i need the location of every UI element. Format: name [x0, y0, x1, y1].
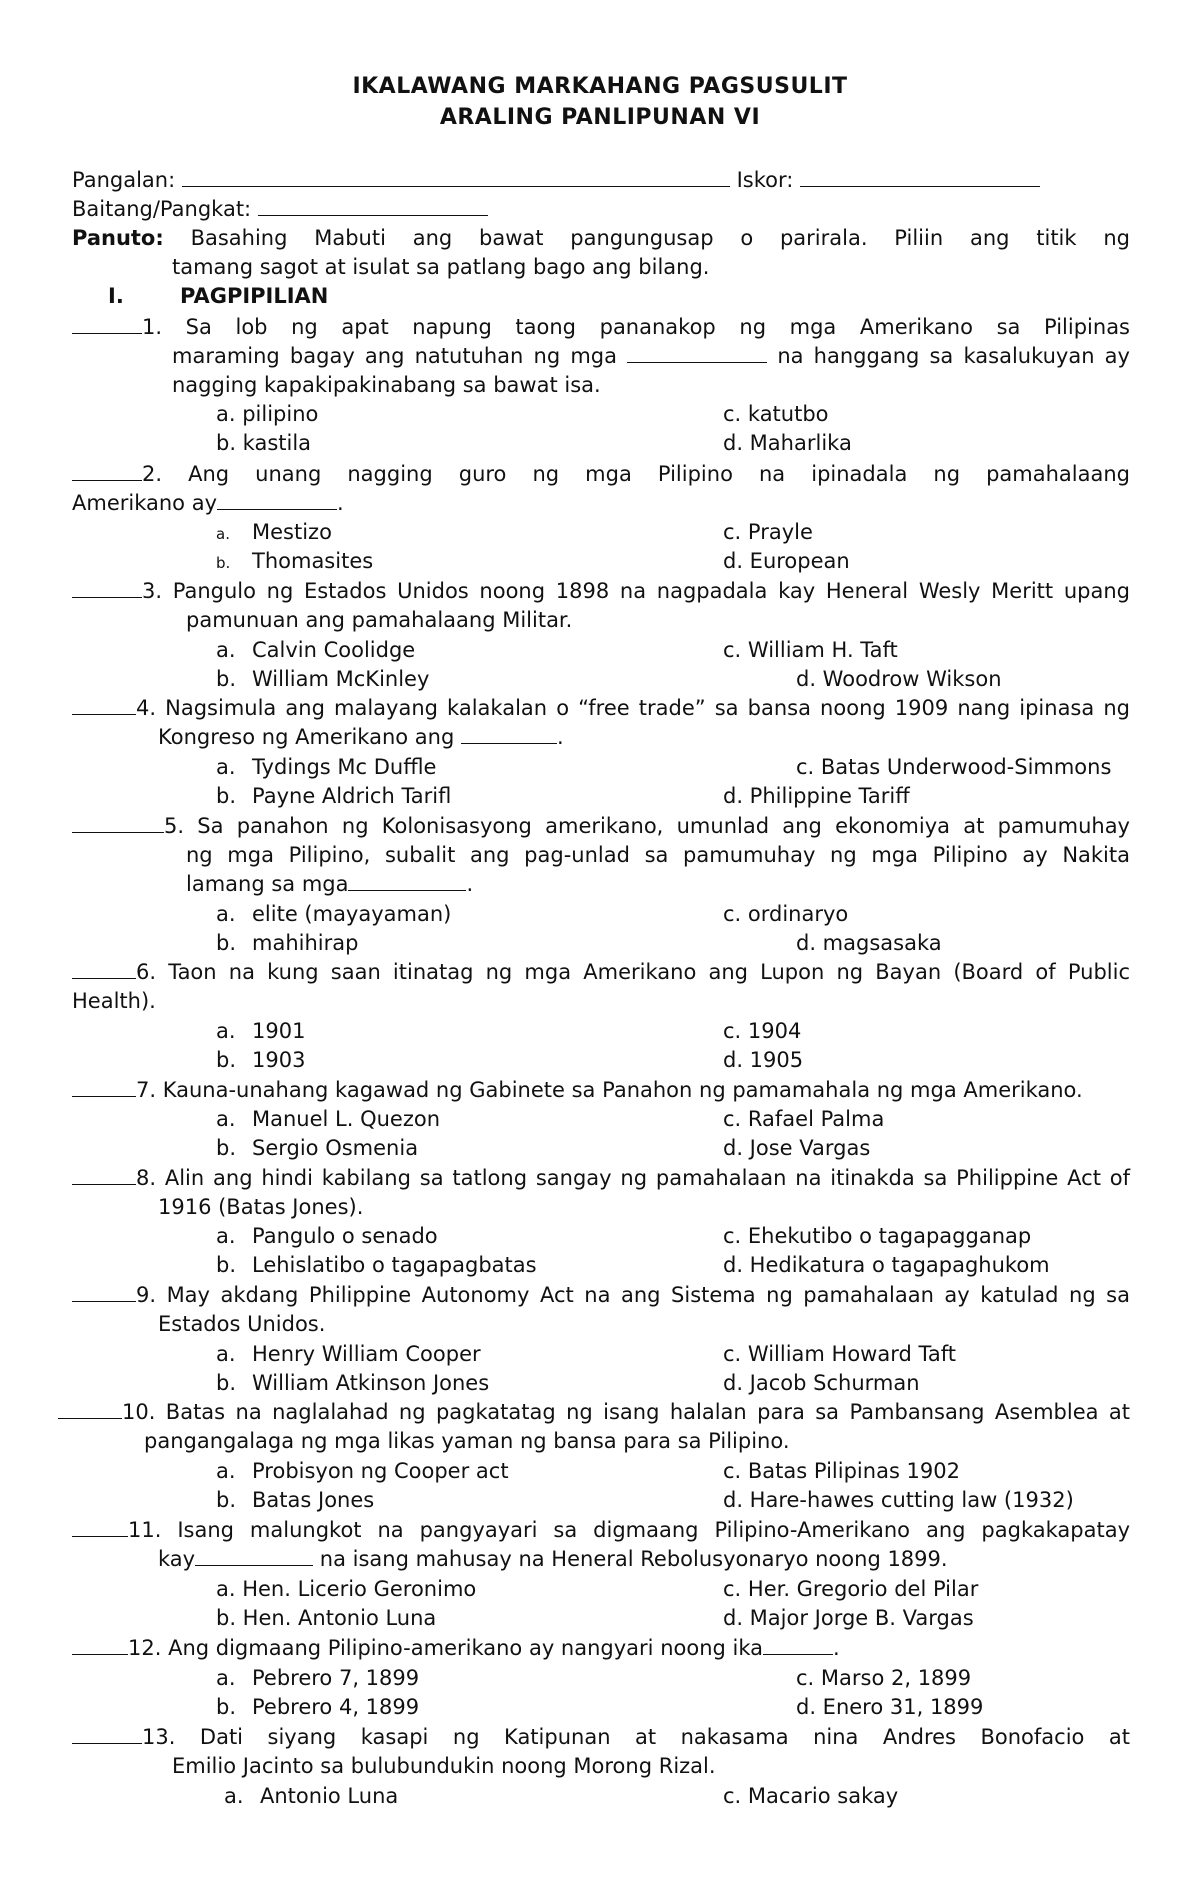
- option-d: d. Jose Vargas: [723, 1136, 871, 1160]
- question-1: 1. Sa lob ng apat napung taong pananakop ng mga Amerikano sa Pilipinas: [72, 313, 1130, 342]
- question-10: 10. Batas na naglalahad ng pagkatatag ng isang halalan para sa Pambansang Asemblea at: [58, 1398, 1130, 1427]
- option-a: a. Tydings Mc Duffle: [216, 755, 437, 779]
- option-c: c. Ehekutibo o tagapagganap: [723, 1224, 1032, 1248]
- option-b: b. Hen. Antonio Luna: [216, 1606, 437, 1630]
- fill-blank[interactable]: [195, 1545, 313, 1566]
- fill-blank[interactable]: [461, 723, 557, 744]
- option-c: c. Marso 2, 1899: [796, 1666, 972, 1690]
- question-4: 4. Nagsimula ang malayang kalakalan o “free trade” sa bansa noong 1909 nang ipinasa ng: [72, 694, 1130, 723]
- option-b: b. Thomasites: [216, 549, 374, 573]
- option-c: c. 1904: [723, 1019, 802, 1043]
- option-b: b. William Atkinson Jones: [216, 1371, 490, 1395]
- option-b: b. Lehislatibo o tagapagbatas: [216, 1253, 537, 1277]
- option-c: c. William H. Taft: [723, 638, 898, 662]
- option-a: a. Pangulo o senado: [216, 1224, 438, 1248]
- option-b: b. 1903: [216, 1048, 306, 1072]
- option-a: a. Mestizo: [216, 520, 332, 544]
- question-5: 5. Sa panahon ng Kolonisasyong amerikano, umunlad ang ekonomiya at pamumuhay: [72, 812, 1130, 841]
- question-8: 8. Alin ang hindi kabilang sa tatlong sangay ng pamahalaan na itinakda sa Philippine Act of: [72, 1164, 1130, 1193]
- option-c: c. Macario sakay: [723, 1784, 899, 1808]
- answer-blank[interactable]: [72, 1076, 136, 1097]
- option-a: a. Manuel L. Quezon: [216, 1107, 441, 1131]
- question-13-line2: Emilio Jacinto sa bulubundukin noong Morong Rizal.: [172, 1754, 716, 1778]
- question-4-line2: Kongreso ng Amerikano ang .: [158, 725, 564, 749]
- option-a: a. Antonio Luna: [224, 1784, 399, 1808]
- option-d: d. Major Jorge B. Vargas: [723, 1606, 974, 1630]
- question-1-line2: maraming bagay ang natutuhan ng mga na hanggang sa kasalukuyan ay: [172, 344, 1130, 368]
- instructions-line2: tamang sagot at isulat sa patlang bago ang bilang.: [172, 255, 710, 279]
- name-label: Pangalan:: [72, 168, 176, 192]
- option-c: c. ordinaryo: [723, 902, 849, 926]
- answer-blank[interactable]: [72, 313, 142, 334]
- score-blank[interactable]: [800, 166, 1040, 187]
- option-a: a. 1901: [216, 1019, 306, 1043]
- option-c: c. William Howard Taft: [723, 1342, 956, 1366]
- fill-blank[interactable]: [348, 870, 466, 891]
- question-6: 6. Taon na kung saan itinatag ng mga Amerikano ang Lupon ng Bayan (Board of Public: [72, 958, 1130, 987]
- question-3-line2: pamunuan ang pamahalaang Militar.: [186, 608, 573, 632]
- question-9-line2: Estados Unidos.: [158, 1312, 326, 1336]
- section-numeral: I.: [108, 284, 124, 308]
- answer-blank[interactable]: [72, 577, 142, 598]
- option-b: b. mahihirap: [216, 931, 359, 955]
- fill-blank[interactable]: [217, 489, 337, 510]
- option-b: b. Batas Jones: [216, 1488, 375, 1512]
- question-2-line2: Amerikano ay .: [72, 491, 344, 515]
- option-d: d. Maharlika: [723, 431, 852, 455]
- option-c: c. katutbo: [723, 402, 829, 426]
- option-b: b. Sergio Osmenia: [216, 1136, 419, 1160]
- option-d: d. Hedikatura o tagapaghukom: [723, 1253, 1050, 1277]
- question-11: 11. Isang malungkot na pangyayari sa digmaang Pilipino-Amerikano ang pagkakapatay: [72, 1516, 1130, 1545]
- option-d: d. 1905: [723, 1048, 804, 1072]
- option-b: b. William McKinley: [216, 667, 430, 691]
- section-title: PAGPIPILIAN: [180, 284, 329, 308]
- grade-label: Baitang/Pangkat:: [72, 197, 252, 221]
- option-a: a. elite (mayayaman): [216, 902, 452, 926]
- option-b: b. kastila: [216, 431, 312, 455]
- option-c: c. Prayle: [723, 520, 813, 544]
- answer-blank[interactable]: [72, 1634, 128, 1655]
- option-d: d. Enero 31, 1899: [796, 1695, 984, 1719]
- question-10-line2: pangangalaga ng mga likas yaman ng bansa para sa Pilipino.: [144, 1429, 790, 1453]
- option-a: a. Hen. Licerio Geronimo: [216, 1577, 477, 1601]
- question-13: 13. Dati siyang kasapi ng Katipunan at nakasama nina Andres Bonofacio at: [72, 1723, 1130, 1752]
- answer-blank[interactable]: [72, 812, 164, 833]
- grade-field: [72, 195, 488, 224]
- option-d: d. European: [723, 549, 850, 573]
- option-a: a. Calvin Coolidge: [216, 638, 416, 662]
- name-field: [72, 166, 1040, 195]
- option-a: a. Henry William Cooper: [216, 1342, 481, 1366]
- grade-blank[interactable]: [258, 195, 488, 216]
- answer-blank[interactable]: [72, 1164, 136, 1185]
- option-c: c. Her. Gregorio del Pilar: [723, 1577, 979, 1601]
- question-3: 3. Pangulo ng Estados Unidos noong 1898 na nagpadala kay Heneral Wesly Meritt upang: [72, 577, 1130, 606]
- question-2: 2. Ang unang nagging guro ng mga Pilipino na ipinadala ng pamahalaang: [72, 460, 1130, 489]
- exam-subtitle: ARALING PANLIPUNAN VI: [439, 105, 761, 130]
- exam-title: IKALAWANG MARKAHANG PAGSUSULIT: [352, 74, 848, 99]
- option-d: d. Woodrow Wikson: [796, 667, 1002, 691]
- option-d: d. Philippine Tariff: [723, 784, 910, 808]
- question-8-line2: 1916 (Batas Jones).: [158, 1195, 364, 1219]
- answer-blank[interactable]: [72, 1281, 136, 1302]
- question-7: 7. Kauna-unahang kagawad ng Gabinete sa Panahon ng pamamahala ng mga Amerikano.: [72, 1076, 1083, 1105]
- question-6-line2: Health).: [72, 989, 156, 1013]
- option-c: c. Rafael Palma: [723, 1107, 885, 1131]
- option-a: a. Probisyon ng Cooper act: [216, 1459, 509, 1483]
- answer-blank[interactable]: [72, 958, 136, 979]
- instructions-label: Panuto:: [72, 226, 164, 250]
- answer-blank[interactable]: [72, 694, 136, 715]
- option-d: d. Hare-hawes cutting law (1932): [723, 1488, 1074, 1512]
- answer-blank[interactable]: [72, 1516, 128, 1537]
- question-9: 9. May akdang Philippine Autonomy Act na ang Sistema ng pamahalaan ay katulad ng sa: [72, 1281, 1130, 1310]
- option-d: d. magsasaka: [796, 931, 942, 955]
- option-d: d. Jacob Schurman: [723, 1371, 920, 1395]
- question-1-line3: nagging kapakipakinabang sa bawat isa.: [172, 373, 601, 397]
- answer-blank[interactable]: [58, 1398, 122, 1419]
- question-5-line2: ng mga Pilipino, subalit ang pag-unlad sa pamumuhay ng mga Pilipino ay Nakita: [186, 843, 1130, 867]
- option-b: b. Pebrero 4, 1899: [216, 1695, 420, 1719]
- option-b: b. Payne Aldrich Tarifl: [216, 784, 452, 808]
- fill-blank[interactable]: [627, 342, 767, 363]
- name-blank[interactable]: [182, 166, 730, 187]
- question-5-line3: lamang sa mga .: [186, 872, 474, 896]
- option-a: a. pilipino: [216, 402, 319, 426]
- question-12: 12. Ang digmaang Pilipino-amerikano ay nangyari noong ika .: [72, 1634, 840, 1663]
- question-11-line2: kay na isang mahusay na Heneral Rebolusyonaryo noong 1899.: [158, 1547, 948, 1571]
- instructions-line1: Panuto: Basahing Mabuti ang bawat pangungusap o parirala. Piliin ang titik ng: [72, 226, 1130, 250]
- option-c: c. Batas Underwood-Simmons: [796, 755, 1112, 779]
- option-c: c. Batas Pilipinas 1902: [723, 1459, 960, 1483]
- answer-blank[interactable]: [72, 460, 142, 481]
- score-label: Iskor:: [736, 168, 794, 192]
- answer-blank[interactable]: [72, 1723, 142, 1744]
- fill-blank[interactable]: [763, 1634, 833, 1655]
- option-a: a. Pebrero 7, 1899: [216, 1666, 420, 1690]
